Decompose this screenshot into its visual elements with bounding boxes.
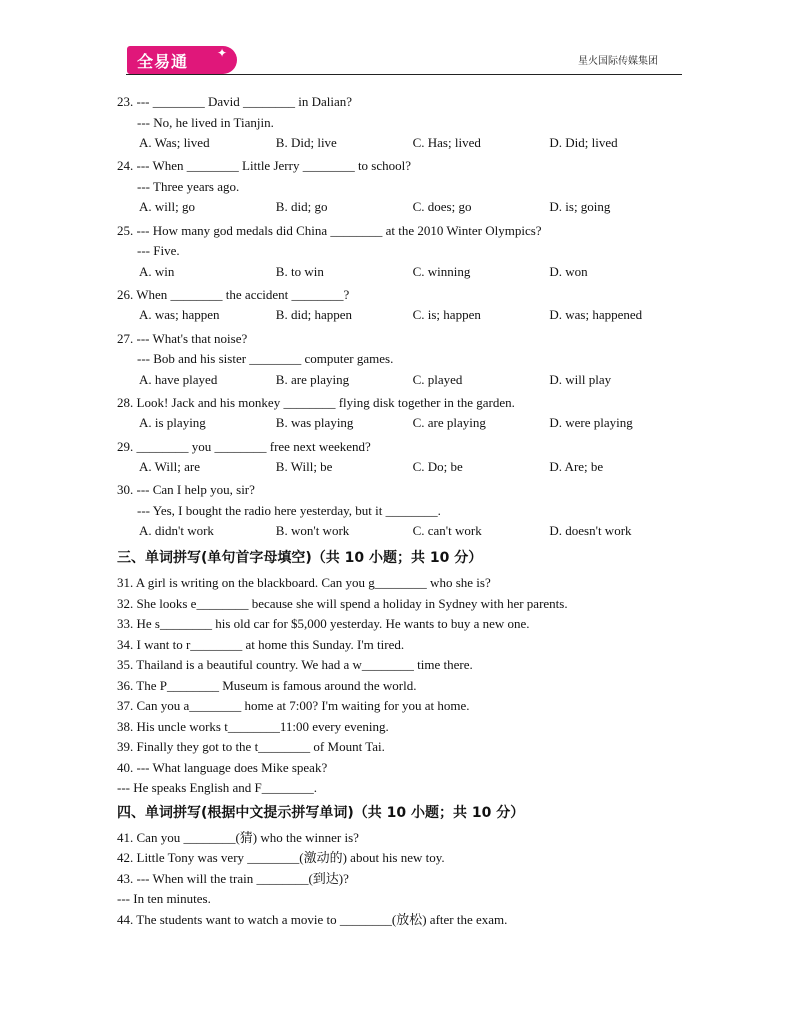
answer-option: D. Did; lived (549, 135, 618, 151)
answer-option: D. doesn't work (549, 523, 632, 539)
question-stem: 30. --- Can I help you, sir? (117, 482, 255, 498)
question-stem: 29. ________ you ________ free next weekend? (117, 438, 371, 454)
question-stem: 27. --- What's that noise? (117, 330, 248, 346)
answer-option: A. win (139, 263, 175, 279)
spelling-question: 44. The students want to watch a movie to ________(放松) after the exam. (117, 911, 508, 927)
sparkle-icon: ✦ (216, 46, 227, 60)
section-3-title: 三、单词拼写(单句首字母填空)（共 10 小题；共 10 分） (117, 550, 483, 567)
spelling-question: 32. She looks e________ because she will spend a holiday in Sydney with her parents. (117, 595, 568, 611)
spelling-question: 37. Can you a________ home at 7:00? I'm waiting for you at home. (117, 698, 470, 714)
answer-option: B. was playing (275, 415, 354, 431)
company-name: 星火国际传媒集团 (578, 56, 658, 67)
answer-options (117, 457, 697, 478)
spelling-question: 36. The P________ Museum is famous around the world. (117, 677, 417, 693)
answer-option: C. can't work (412, 523, 482, 539)
answer-option: A. will; go (139, 199, 195, 215)
answer-option: D. was; happened (549, 307, 643, 323)
answer-option: D. will play (549, 371, 612, 387)
spelling-question: --- He speaks English and F________. (117, 780, 318, 796)
section-4-questions (117, 828, 697, 931)
answer-options (117, 133, 697, 154)
answer-option: B. did; go (275, 199, 328, 215)
answer-option: A. was; happen (139, 307, 220, 323)
answer-options (117, 262, 697, 283)
answer-option: C. does; go (412, 199, 472, 215)
spelling-question: 34. I want to r________ at home this Sunday. I'm tired. (117, 636, 405, 652)
question-dialogue: --- No, he lived in Tianjin. (137, 114, 274, 130)
spelling-question: 39. Finally they got to the t________ of Mount Tai. (117, 739, 385, 755)
page-header (0, 0, 800, 80)
answer-option: D. is; going (549, 199, 611, 215)
answer-options (117, 521, 697, 542)
logo-text: 全易通 (137, 52, 189, 71)
answer-option: C. winning (412, 263, 471, 279)
spelling-question: 43. --- When will the train ________(到达)? (117, 870, 349, 886)
spelling-question: --- In ten minutes. (117, 891, 211, 907)
answer-option: A. Will; are (139, 459, 200, 475)
answer-option: D. were playing (549, 415, 633, 431)
answer-option: C. Has; lived (412, 135, 481, 151)
answer-option: D. won (549, 263, 588, 279)
section-4-title: 四、单词拼写(根据中文提示拼写单词)（共 10 小题；共 10 分） (117, 804, 525, 821)
spelling-question: 41. Can you ________(猜) who the winner is? (117, 829, 359, 845)
answer-option: C. is; happen (412, 307, 481, 323)
question-dialogue: --- Five. (137, 243, 180, 259)
spelling-question: 33. He s________ his old car for $5,000 yesterday. He wants to buy a new one. (117, 616, 530, 632)
question-stem: 23. --- ________ David ________ in Dalian? (117, 94, 353, 109)
answer-option: B. won't work (275, 523, 350, 539)
brand-logo (127, 46, 237, 74)
answer-option: B. are playing (275, 371, 350, 387)
header-divider (126, 74, 682, 75)
question-dialogue: --- Three years ago. (137, 178, 240, 194)
answer-option: A. Was; lived (139, 135, 210, 151)
spelling-question: 35. Thailand is a beautiful country. We had a w________ time there. (117, 657, 473, 673)
multiple-choice-block (117, 92, 697, 544)
spelling-question: 42. Little Tony was very ________(激动的) about his new toy. (117, 850, 445, 866)
answer-option: C. Do; be (412, 459, 463, 475)
spelling-question: 38. His uncle works t________11:00 every evening. (117, 718, 389, 734)
question-dialogue: --- Bob and his sister ________ computer games. (137, 351, 394, 367)
question-stem: 25. --- How many god medals did China ________ at the 2010 Winter Olympics? (117, 222, 542, 238)
answer-options (117, 413, 697, 434)
answer-options (117, 305, 697, 326)
answer-option: B. did; happen (275, 307, 352, 323)
answer-option: A. have played (139, 371, 218, 387)
answer-option: B. to win (275, 263, 324, 279)
spelling-question: 40. --- What language does Mike speak? (117, 759, 328, 775)
section-3-questions (117, 573, 697, 799)
question-stem: 26. When ________ the accident ________? (117, 286, 350, 302)
question-stem: 24. --- When ________ Little Jerry ________ to school? (117, 158, 412, 174)
worksheet-content (117, 92, 697, 930)
answer-option: D. Are; be (549, 459, 604, 475)
answer-option: B. Will; be (275, 459, 333, 475)
answer-option: B. Did; live (275, 135, 337, 151)
answer-option: C. played (412, 371, 463, 387)
answer-option: C. are playing (412, 415, 486, 431)
question-dialogue: --- Yes, I bought the radio here yesterday, but it ________. (137, 502, 441, 518)
answer-options (117, 370, 697, 391)
question-stem: 28. Look! Jack and his monkey ________ flying disk together in the garden. (117, 394, 515, 410)
spelling-question: 31. A girl is writing on the blackboard. Can you g________ who she is? (117, 575, 491, 591)
answer-options (117, 197, 697, 218)
answer-option: A. didn't work (139, 523, 214, 539)
answer-option: A. is playing (139, 415, 206, 431)
